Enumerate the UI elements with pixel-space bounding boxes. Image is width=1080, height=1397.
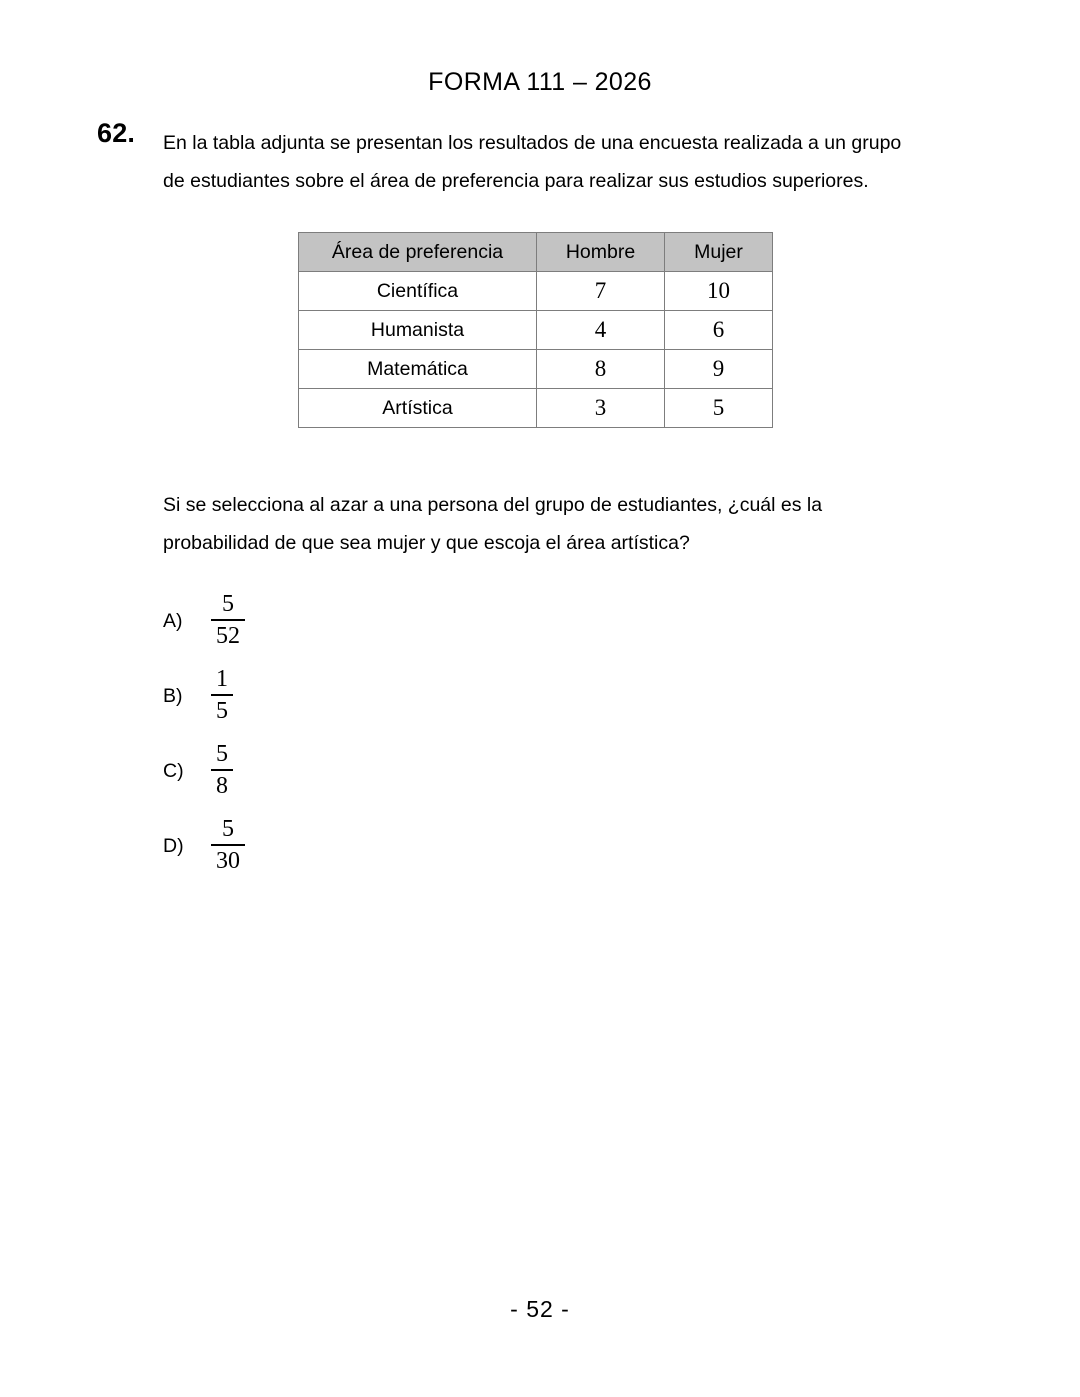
question-intro-text: [163, 124, 960, 200]
question-intro-line-1: En la tabla adjunta se presentan los resultados de una encuesta realizada a un grupo: [163, 132, 902, 154]
table-row: [299, 272, 773, 311]
option-fraction-d: [211, 817, 245, 873]
question-body-line-1: Si se selecciona al azar a una persona del grupo de estudiantes, ¿cuál es la: [163, 494, 823, 516]
fraction-denominator: 52: [216, 622, 240, 649]
form-header-title: FORMA 111 – 2026: [428, 68, 652, 96]
table-row: [299, 389, 773, 428]
table-cell-mujer: 9: [665, 350, 773, 389]
answer-options-list: [163, 592, 563, 892]
page-number-footer: - 52 -: [510, 1296, 570, 1322]
option-fraction-c: [211, 742, 233, 798]
table-cell-area: Humanista: [299, 311, 537, 350]
table-cell-area: Matemática: [299, 350, 537, 389]
preference-table: [298, 232, 773, 428]
fraction-denominator: 5: [216, 697, 228, 724]
table-cell-area: Artística: [299, 389, 537, 428]
table-cell-mujer: 5: [665, 389, 773, 428]
table-cell-hombre: 4: [537, 311, 665, 350]
table-header-hombre: Hombre: [537, 233, 665, 272]
preference-table-container: [298, 232, 773, 428]
fraction-numerator: 5: [216, 741, 228, 767]
table-cell-hombre: 7: [537, 272, 665, 311]
table-row: [299, 350, 773, 389]
table-cell-mujer: 10: [665, 272, 773, 311]
answer-option-d[interactable]: [163, 817, 563, 892]
option-fraction-b: [211, 667, 233, 723]
answer-option-b[interactable]: [163, 667, 563, 742]
table-cell-mujer: 6: [665, 311, 773, 350]
question-number: 62.: [97, 118, 136, 148]
answer-option-a[interactable]: [163, 592, 563, 667]
fraction-numerator: 5: [222, 816, 234, 842]
option-letter-d: D): [163, 835, 184, 857]
option-letter-b: B): [163, 685, 183, 707]
table-cell-hombre: 3: [537, 389, 665, 428]
table-row: [299, 311, 773, 350]
question-intro-line-2: de estudiantes sobre el área de preferencia para realizar sus estudios superiores.: [163, 170, 869, 192]
fraction-numerator: 1: [216, 666, 228, 692]
option-letter-c: C): [163, 760, 184, 782]
table-cell-hombre: 8: [537, 350, 665, 389]
table-header: [299, 233, 773, 272]
question-body-line-2: probabilidad de que sea mujer y que escoja el área artística?: [163, 532, 690, 554]
option-letter-a: A): [163, 610, 183, 632]
fraction-numerator: 5: [222, 591, 234, 617]
table-body: [299, 272, 773, 428]
fraction-denominator: 30: [216, 847, 240, 874]
table-header-area: Área de preferencia: [299, 233, 537, 272]
option-fraction-a: [211, 592, 245, 648]
question-body-text: [163, 486, 960, 562]
answer-option-c[interactable]: [163, 742, 563, 817]
table-cell-area: Científica: [299, 272, 537, 311]
table-header-mujer: Mujer: [665, 233, 773, 272]
table-header-row: [299, 233, 773, 272]
fraction-denominator: 8: [216, 772, 228, 799]
